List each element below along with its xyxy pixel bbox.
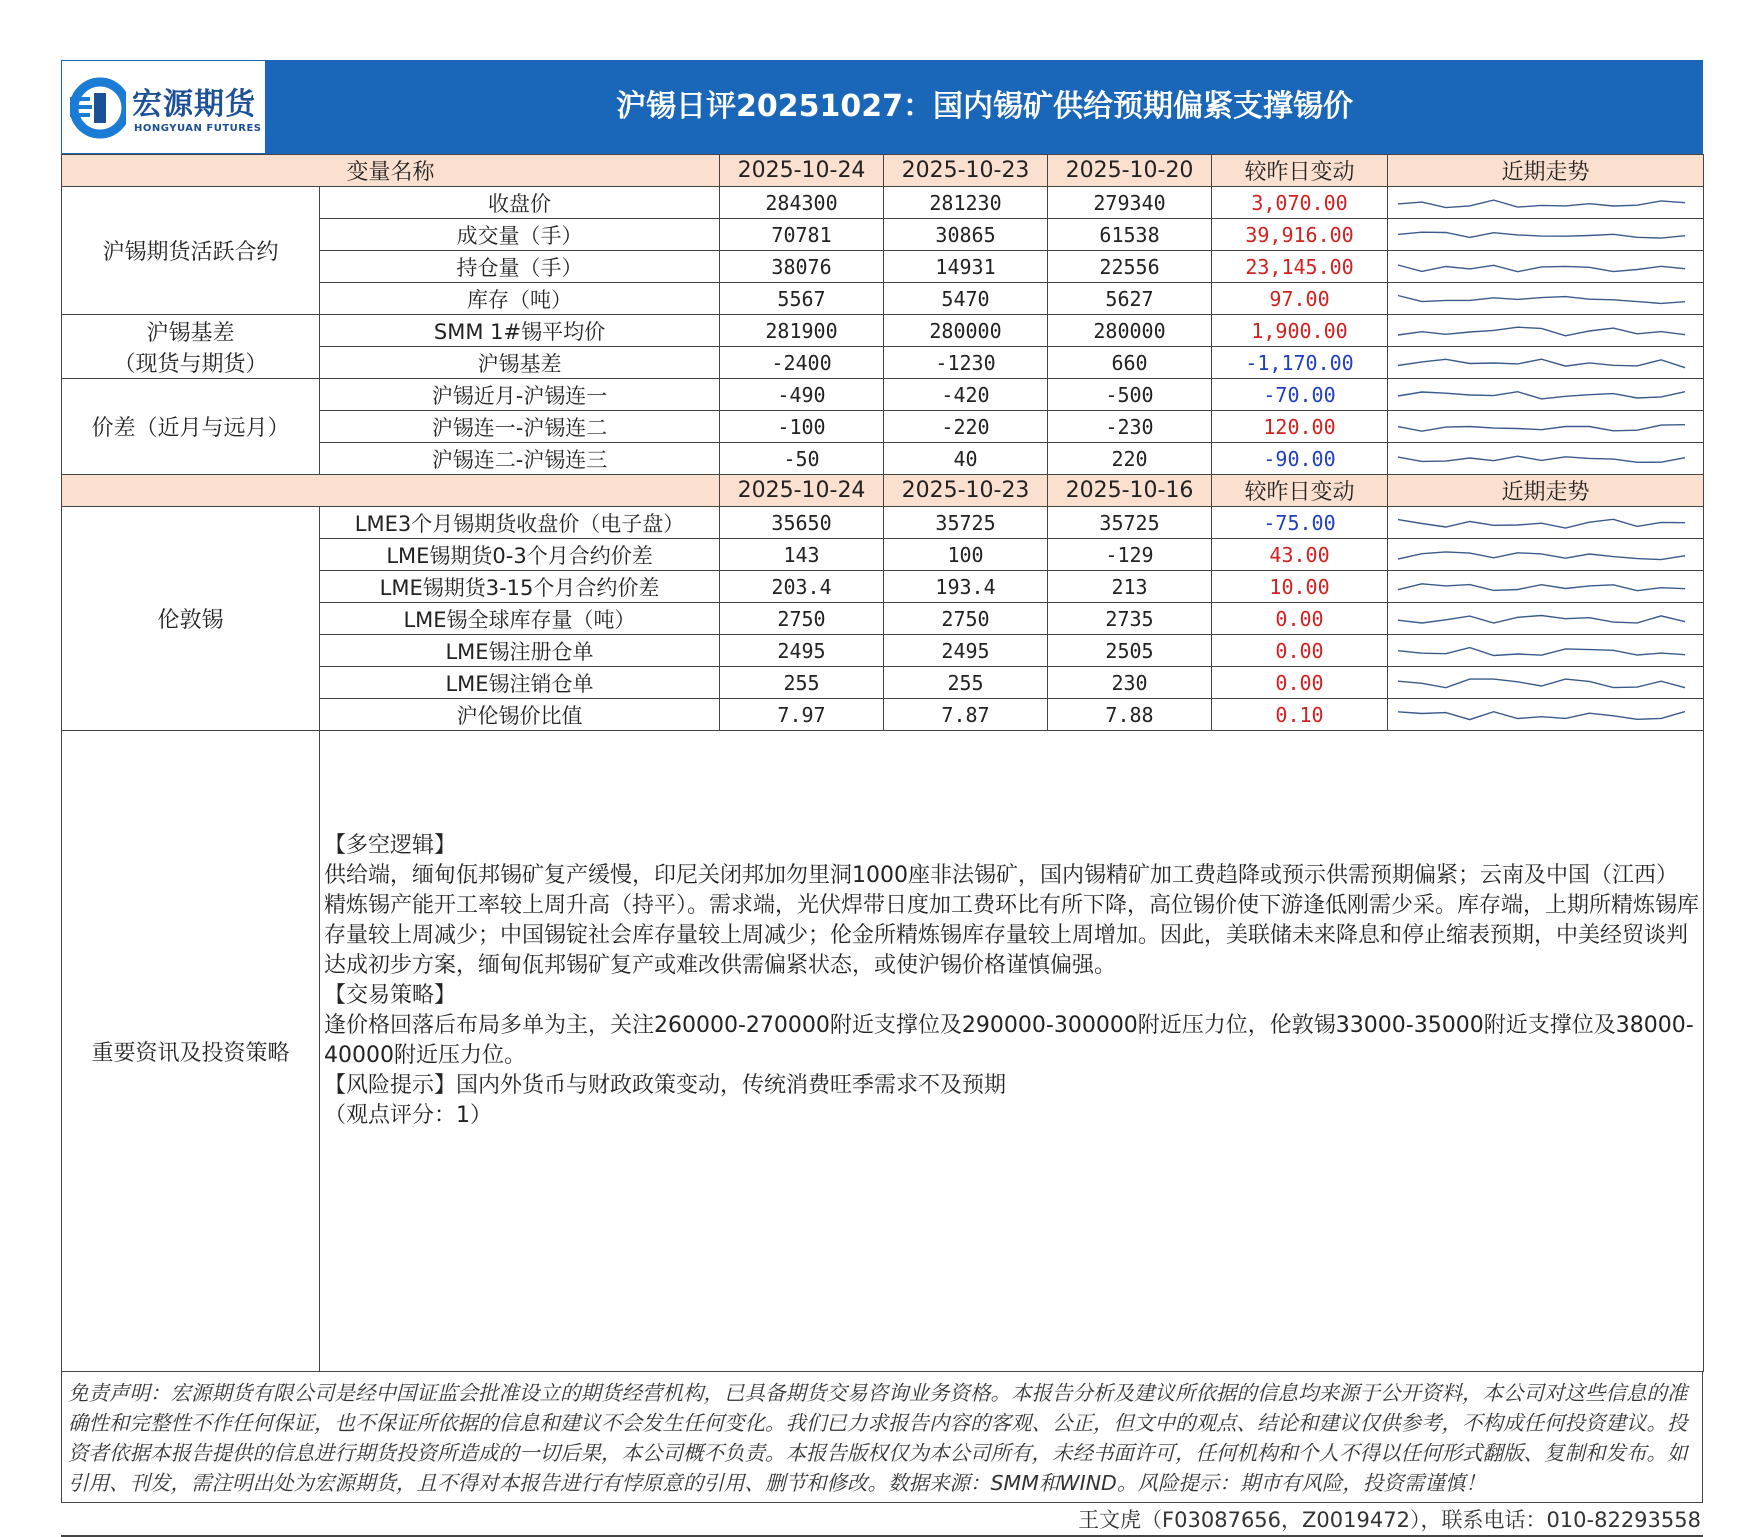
daily-change: 0.10: [1212, 699, 1388, 731]
sparkline-icon: [1388, 411, 1703, 442]
variable-name: 沪锡连一-沪锡连二: [320, 411, 720, 443]
sparkline-cell: [1388, 251, 1704, 283]
value-date-2: 30865: [884, 219, 1048, 251]
author-contact: 王文虎（F03087656，Z0019472），联系电话：010-82293558: [61, 1503, 1703, 1537]
data-table: [61, 154, 1704, 1372]
header-cell: 2025-10-16: [1048, 475, 1212, 507]
group-label-text: 沪锡期货活跃合约: [102, 240, 279, 265]
value-date-3: 279340: [1048, 187, 1212, 219]
strategy-row: [62, 731, 1704, 1372]
value-date-3: -230: [1048, 411, 1212, 443]
sparkline-icon: [1388, 315, 1703, 346]
value-date-2: 281230: [884, 187, 1048, 219]
sparkline-cell: [1388, 411, 1704, 443]
sparkline-cell: [1388, 603, 1704, 635]
value-date-1: 5567: [720, 283, 884, 315]
sparkline-icon: [1388, 667, 1703, 698]
sparkline-icon: [1388, 539, 1703, 570]
value-date-1: 38076: [720, 251, 884, 283]
sparkline-icon: [1388, 443, 1703, 474]
table-row: [62, 379, 1704, 411]
value-date-2: 2750: [884, 603, 1048, 635]
sparkline-cell: [1388, 379, 1704, 411]
variable-name: 沪锡连二-沪锡连三: [320, 443, 720, 475]
value-date-1: 203.4: [720, 571, 884, 603]
sparkline-icon: [1388, 507, 1703, 538]
value-date-3: 280000: [1048, 315, 1212, 347]
group-label-text: 价差（近月与远月）: [91, 416, 290, 441]
sparkline-cell: [1388, 443, 1704, 475]
value-date-3: 22556: [1048, 251, 1212, 283]
sparkline-icon: [1388, 379, 1703, 410]
value-date-2: 7.87: [884, 699, 1048, 731]
score-text: （观点评分：1）: [324, 1103, 492, 1128]
value-date-3: 2505: [1048, 635, 1212, 667]
group-label: [62, 315, 320, 379]
value-date-1: 281900: [720, 315, 884, 347]
value-date-1: 2495: [720, 635, 884, 667]
company-logo: [61, 60, 266, 154]
daily-change: -90.00: [1212, 443, 1388, 475]
table-row: [62, 315, 1704, 347]
header-blank-cell: [62, 475, 720, 507]
variable-name: 沪伦锡价比值: [320, 699, 720, 731]
value-date-2: -420: [884, 379, 1048, 411]
table-header-row-2: [62, 475, 1704, 507]
value-date-3: 5627: [1048, 283, 1212, 315]
sparkline-cell: [1388, 315, 1704, 347]
header-cell: 2025-10-23: [884, 155, 1048, 187]
daily-change: 39,916.00: [1212, 219, 1388, 251]
value-date-2: 35725: [884, 507, 1048, 539]
sparkline-cell: [1388, 283, 1704, 315]
sparkline-icon: [1388, 635, 1703, 666]
sparkline-cell: [1388, 699, 1704, 731]
value-date-2: -220: [884, 411, 1048, 443]
header-cell: 2025-10-24: [720, 155, 884, 187]
sparkline-icon: [1388, 219, 1703, 250]
variable-name: 库存（吨）: [320, 283, 720, 315]
risk-text: 【风险提示】国内外货币与财政政策变动，传统消费旺季需求不及预期: [324, 1073, 1007, 1098]
logo-english-name: HONGYUAN FUTURES: [134, 123, 262, 134]
daily-change: -1,170.00: [1212, 347, 1388, 379]
sparkline-cell: [1388, 635, 1704, 667]
header-cell: 2025-10-23: [884, 475, 1048, 507]
variable-name: 成交量（手）: [320, 219, 720, 251]
value-date-2: 193.4: [884, 571, 1048, 603]
value-date-3: 213: [1048, 571, 1212, 603]
strategy-body: [320, 731, 1704, 1372]
table-row: [62, 507, 1704, 539]
daily-change: 10.00: [1212, 571, 1388, 603]
value-date-2: 255: [884, 667, 1048, 699]
hongyuan-logo-icon: [70, 73, 126, 143]
daily-change: 1,900.00: [1212, 315, 1388, 347]
header-variable-name: 变量名称: [62, 155, 720, 187]
header-cell: 2025-10-20: [1048, 155, 1212, 187]
daily-change: 43.00: [1212, 539, 1388, 571]
daily-change: 3,070.00: [1212, 187, 1388, 219]
value-date-3: 35725: [1048, 507, 1212, 539]
sparkline-icon: [1388, 347, 1703, 378]
value-date-3: 660: [1048, 347, 1212, 379]
report-page: [61, 60, 1703, 1537]
value-date-3: 61538: [1048, 219, 1212, 251]
value-date-1: 2750: [720, 603, 884, 635]
variable-name: LME锡注册仓单: [320, 635, 720, 667]
sparkline-icon: [1388, 187, 1703, 218]
value-date-3: -129: [1048, 539, 1212, 571]
sparkline-icon: [1388, 699, 1703, 730]
data-table-body: [62, 155, 1704, 1372]
sparkline-cell: [1388, 219, 1704, 251]
group-label: [62, 379, 320, 475]
value-date-2: 280000: [884, 315, 1048, 347]
variable-name: 收盘价: [320, 187, 720, 219]
daily-change: -75.00: [1212, 507, 1388, 539]
value-date-3: -500: [1048, 379, 1212, 411]
report-header: [61, 60, 1703, 154]
variable-name: LME锡期货0-3个月合约价差: [320, 539, 720, 571]
value-date-1: 70781: [720, 219, 884, 251]
value-date-2: -1230: [884, 347, 1048, 379]
variable-name: LME锡期货3-15个月合约价差: [320, 571, 720, 603]
value-date-3: 7.88: [1048, 699, 1212, 731]
sparkline-cell: [1388, 667, 1704, 699]
variable-name: 沪锡近月-沪锡连一: [320, 379, 720, 411]
value-date-3: 2735: [1048, 603, 1212, 635]
group-label: 伦敦锡: [62, 507, 320, 731]
value-date-1: 35650: [720, 507, 884, 539]
value-date-2: 40: [884, 443, 1048, 475]
value-date-1: 284300: [720, 187, 884, 219]
header-cell: 近期走势: [1388, 155, 1704, 187]
sparkline-cell: [1388, 507, 1704, 539]
report-title: 沪锡日评20251027：国内锡矿供给预期偏紧支撑锡价: [616, 89, 1353, 124]
value-date-2: 5470: [884, 283, 1048, 315]
daily-change: 0.00: [1212, 667, 1388, 699]
group-label-text: 沪锡基差: [146, 320, 235, 346]
value-date-2: 2495: [884, 635, 1048, 667]
sparkline-icon: [1388, 571, 1703, 602]
sparkline-icon: [1388, 603, 1703, 634]
value-date-1: -100: [720, 411, 884, 443]
group-label-subtext: （现货与期货）: [113, 351, 268, 377]
table-header-row: [62, 155, 1704, 187]
value-date-3: 220: [1048, 443, 1212, 475]
value-date-2: 100: [884, 539, 1048, 571]
logic-title: 【多空逻辑】: [324, 833, 457, 858]
strategy-title: 【交易策略】: [324, 983, 457, 1008]
sparkline-icon: [1388, 283, 1703, 314]
variable-name: 持仓量（手）: [320, 251, 720, 283]
value-date-1: -490: [720, 379, 884, 411]
value-date-3: 230: [1048, 667, 1212, 699]
variable-name: 沪锡基差: [320, 347, 720, 379]
sparkline-icon: [1388, 251, 1703, 282]
value-date-1: 255: [720, 667, 884, 699]
logo-chinese-name: 宏源期货: [132, 87, 256, 122]
disclaimer: 免责声明：宏源期货有限公司是经中国证监会批准设立的期货经营机构，已具备期货交易咨询业务资格。本报告分析及建议所依据的信息均来源于公开资料，本公司对这些信息的准确性和完整性不作任何保证，也不保证所依据的信息和建议不会发生任何变化。我们已力求报告内容的客观、公正，但文中的观点、结论和建议仅供参考，不构成任何投资建议。投资者依据本报告提供的信息进行期货投资所造成的一切后果，本公司概不负责。本报告版权仅为本公司所有，未经书面许可，任何机构和个人不得以任何形式翻版、复制和发布。如引用、刊发，需注明出处为宏源期货，且不得对本报告进行有悖原意的引用、删节和修改。数据来源：SMM和WIND。风险提示：期市有风险，投资需谨慎！: [61, 1372, 1703, 1503]
sparkline-cell: [1388, 347, 1704, 379]
value-date-1: -2400: [720, 347, 884, 379]
sparkline-cell: [1388, 539, 1704, 571]
header-cell: 较昨日变动: [1212, 475, 1388, 507]
value-date-2: 14931: [884, 251, 1048, 283]
daily-change: 120.00: [1212, 411, 1388, 443]
variable-name: LME锡注销仓单: [320, 667, 720, 699]
value-date-1: 7.97: [720, 699, 884, 731]
strategy-text: 逢价格回落后布局多单为主，关注260000-270000附近支撑位及290000-300000附近压力位，伦敦锡33000-35000附近支撑位及38000-40000附近压力位。: [324, 1013, 1694, 1068]
header-cell: 较昨日变动: [1212, 155, 1388, 187]
variable-name: SMM 1#锡平均价: [320, 315, 720, 347]
daily-change: -70.00: [1212, 379, 1388, 411]
value-date-1: 143: [720, 539, 884, 571]
variable-name: LME锡全球库存量（吨）: [320, 603, 720, 635]
group-label: [62, 187, 320, 315]
logic-text: 供给端，缅甸佤邦锡矿复产缓慢，印尼关闭邦加勿里洞1000座非法锡矿，国内锡精矿加工费趋降或预示供需预期偏紧；云南及中国（江西）精炼锡产能开工率较上周升高（持平）。需求端，光伏焊带日度加工费环比有所下降，高位锡价使下游逢低刚需少采。库存端，上期所精炼锡库存量较上周减少；中国锡锭社会库存量较上周减少；伦金所精炼锡库存量较上周增加。因此，美联储未来降息和停止缩表预期，中美经贸谈判达成初步方案，缅甸佤邦锡矿复产或难改供需偏紧状态，或使沪锡价格谨慎偏强。: [324, 863, 1700, 978]
sparkline-cell: [1388, 187, 1704, 219]
daily-change: 0.00: [1212, 603, 1388, 635]
strategy-label: 重要资讯及投资策略: [62, 731, 320, 1372]
variable-name: LME3个月锡期货收盘价（电子盘）: [320, 507, 720, 539]
value-date-1: -50: [720, 443, 884, 475]
daily-change: 97.00: [1212, 283, 1388, 315]
header-cell: 2025-10-24: [720, 475, 884, 507]
daily-change: 23,145.00: [1212, 251, 1388, 283]
header-cell: 近期走势: [1388, 475, 1704, 507]
table-row: [62, 187, 1704, 219]
daily-change: 0.00: [1212, 635, 1388, 667]
sparkline-cell: [1388, 571, 1704, 603]
